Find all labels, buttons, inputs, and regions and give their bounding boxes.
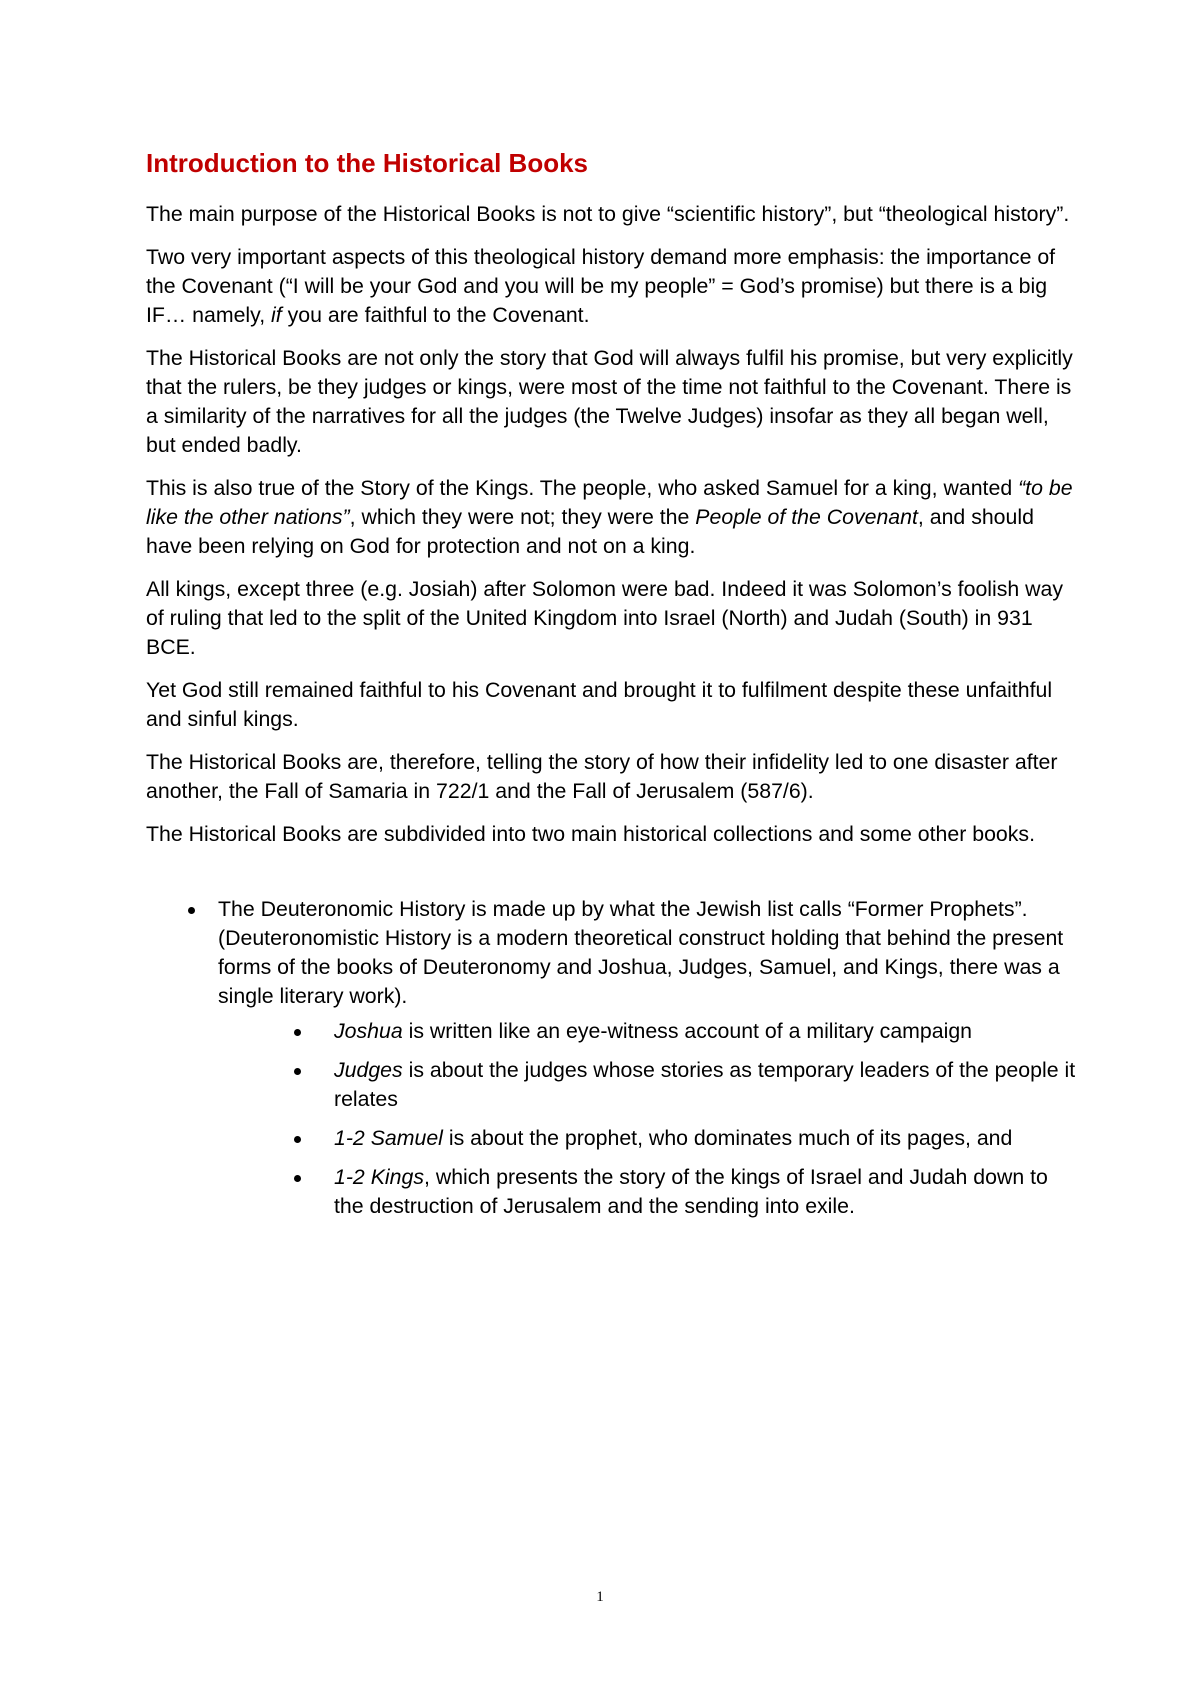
emphasis-if: if (271, 303, 282, 327)
paragraph-infidelity: The Historical Books are, therefore, telling the story of how their infidelity led to one disaster after another, the Fall of Samaria in 722/1 and the Fall of Jerusalem (587/6). (146, 750, 1058, 803)
collections-list (146, 895, 1076, 1221)
paragraph-subdivision: The Historical Books are subdivided into two main historical collections and some other books. (146, 822, 1035, 846)
paragraph-kings-end: , and should have been relying on God for protection and not on a king. (146, 505, 1034, 558)
list-item-judges (218, 1056, 1076, 1114)
quote-other-nations: “to be like the other nations” (146, 476, 1073, 529)
paragraph-faithful: Yet God still remained faithful to his Covenant and brought it to fulfilment despite these unfaithful and sinful kings. (146, 678, 1053, 731)
book-name: 1-2 Kings (334, 1165, 424, 1189)
list-item-deuteronomic-history (146, 895, 1076, 1221)
list-item-text: The Deuteronomic History is made up by what the Jewish list calls “Former Prophets”. (Deuteronomistic History is a modern theoretical construct holding that behind the present forms of the books of Deuteronomy and Joshua, Judges, Samuel, and Kings, there was a single literary work). (218, 897, 1064, 1008)
paragraph-purpose: The main purpose of the Historical Books is not to give “scientific history”, but “theological history”. (146, 202, 1070, 226)
book-description: is written like an eye-witness account of a military campaign (402, 1019, 973, 1043)
book-description: , which presents the story of the kings of Israel and Judah down to the destruction of Jerusalem and the sending into exile. (334, 1165, 1048, 1218)
paragraph-solomon: All kings, except three (e.g. Josiah) after Solomon were bad. Indeed it was Solomon’s foolish way of ruling that led to the split of the United Kingdom into Israel (North) and Judah (South) in 931 BCE. (146, 577, 1064, 659)
page-number: 1 (596, 1589, 604, 1605)
bullet-icon (294, 1136, 301, 1143)
bullet-icon (294, 1068, 301, 1075)
paragraph-kings (146, 474, 1076, 561)
page-content (146, 146, 1076, 1231)
list-item-samuel (218, 1124, 1076, 1153)
book-name: Judges (334, 1058, 403, 1082)
bullet-icon (188, 907, 195, 914)
page-title: Introduction to the Historical Books (146, 148, 589, 178)
paragraph-covenant-end: you are faithful to the Covenant. (281, 303, 590, 327)
paragraph-covenant-text: Two very important aspects of this theological history demand more emphasis: the importance of the Covenant (“I will be your God and you will be my people” = God’s promise) but there is a big IF… namely, (146, 245, 1056, 327)
books-sublist (218, 1017, 1076, 1221)
paragraph-kings-text: This is also true of the Story of the Kings. The people, who asked Samuel for a king, wanted (146, 476, 1019, 500)
list-item-joshua (218, 1017, 1076, 1046)
emphasis-people-of-covenant: People of the Covenant (695, 505, 918, 529)
bullet-icon (294, 1175, 301, 1182)
paragraph-rulers: The Historical Books are not only the story that God will always fulfil his promise, but very explicitly that the rulers, be they judges or kings, were most of the time not faithful to the Covenant. There is a similarity of the narratives for all the judges (the Twelve Judges) insofar as they all began well, but ended badly. (146, 346, 1073, 457)
book-name: 1-2 Samuel (334, 1126, 443, 1150)
book-description: is about the judges whose stories as temporary leaders of the people it relates (334, 1058, 1076, 1111)
book-description: is about the prophet, who dominates much of its pages, and (442, 1126, 1013, 1150)
paragraph-kings-middle: , which they were not; they were the (349, 505, 696, 529)
list-item-kings (218, 1163, 1076, 1221)
paragraph-covenant (146, 243, 1076, 330)
book-name: Joshua (334, 1019, 403, 1043)
bullet-icon (294, 1029, 301, 1036)
